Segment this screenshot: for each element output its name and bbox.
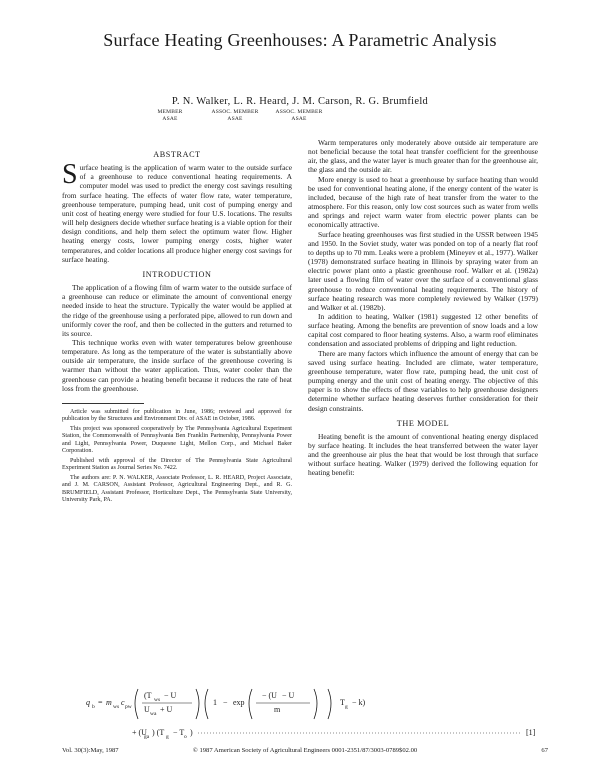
right-paragraph-5: There are many factors which influence the amount of energy that can be saved using surface heating. Included are climate, water temperature, greenhouse temperature, water flow rate, pumping head, the unit cost of pumping energy and the unit cost of heating energy. The objective of this paper is to show the effects of these variables to help greenhouse designers determine whether surface heating deserves further consideration for their design constraints. <box>308 348 538 413</box>
author-list: P. N. Walker, L. R. Heard, J. M. Carson, R. G. Brumfield <box>171 96 429 107</box>
membership-2 <box>200 109 270 122</box>
eq-den-sub: wa <box>150 711 157 717</box>
eq-num: (T <box>144 691 152 700</box>
equation-1 <box>80 683 550 743</box>
right-paragraph-4: In addition to heating, Walker (1981) suggested 12 other benefits of surface heating. Among the benefits are prevention of snow loads and a low capital cost compared to floor heating systems. Also, a warm roof eliminates condensation and associated problems of dripping and light reduction. <box>308 311 538 349</box>
membership-1-line1: MEMBER <box>157 109 183 115</box>
svg-text:− (U: − (U <box>262 691 277 700</box>
membership-3-line1: ASSOC. MEMBER <box>275 109 323 115</box>
eq-den: U <box>144 705 150 714</box>
footnote-rule <box>62 403 144 404</box>
footnote-1: Article was submitted for publication in June, 1986; reviewed and approved for publication by the Structures and Environment Div. of ASAE in October, 1986. <box>62 408 292 423</box>
membership-3-line2: ASAE <box>291 115 307 122</box>
membership-1 <box>135 109 205 122</box>
eq-line2-end-sub: o <box>184 734 187 740</box>
abstract-dropcap: S <box>62 159 78 191</box>
eq-line2-sub: ga <box>144 734 150 740</box>
left-column <box>62 146 292 507</box>
right-paragraph-1: Warm temperatures only moderately above outside air temperature are not beneficial because the total heat transfer coefficient for the greenhouse air, the glass, and the water layer is much greater than for the greenhouse air, the glass and the outside air. <box>308 138 538 175</box>
right-paragraph-3: Surface heating greenhouses was first studied in the USSR between 1945 and 1950. In the Soviet study, water was ponded on top of a nearly flat roof to depths up to 70 mm. Leaks were a problem (Mineyev et al., 1977). Walker (1978) demonstrated surface heating in Illinois by spraying water from an electric power plant onto a plastic greenhouse roof. Walker et al. (1982a) later used a flowing film of water over the surface of a conventional glass greenhouse to reduce conventional heating requirements. The history of surface heating research was more completely reviewed by Walker (1979) and Walker et al. (1982b). <box>308 229 538 312</box>
membership-row <box>0 109 600 131</box>
svg-text:): ) <box>190 728 193 737</box>
model-heading: THE MODEL <box>396 418 450 428</box>
eq-lhs-sub: b <box>92 704 95 710</box>
paper-title: Surface Heating Greenhouses: A Parametric Analysis <box>103 30 497 50</box>
eq-c: c <box>121 698 125 707</box>
footnote-2: This project was sponsored cooperatively by The Pennsylvania Agricultural Experiment Station, the Commonwealth of Pennsylvania Ben Franklin Partnership, Pennsylvania Power and Light, Pennsylvania Power, Duquesne Light, Mellon Corp., and Michael Baker Corporation. <box>62 425 292 455</box>
svg-text:− U: − U <box>282 691 295 700</box>
membership-2-line2: ASAE <box>227 115 243 122</box>
intro-paragraph-2: This technique works even with water temperatures below greenhouse temperature. As long as the temperature of the water is substantially above outside air temperature, the inside surface of the greenhouse covering is warmer than without the water application. Thus, water cooler than the greenhouse can provide a heating benefit because it reduces the rate of heat loss from the greenhouse. <box>62 337 292 393</box>
footer-copyright: © 1987 American Society of Agricultural Engineers 0001-2351/87/3003-0789$02.00 <box>192 747 418 754</box>
membership-2-line1: ASSOC. MEMBER <box>211 109 259 115</box>
abstract-paragraph <box>62 159 292 264</box>
eq-exp: exp <box>233 698 245 707</box>
footnote-4: The authors are: P. N. WALKER, Associate Professor, L. R. HEARD, Project Associate, and J. M. CARSON, Assistant Professor, Agricultural Engineering Dept., and R. G. BRUMFIELD, Assistant Professor, Horticulture Dept., The Pennsylvania State University, University Park, PA. <box>62 474 292 504</box>
eq-number: [1] <box>526 728 536 737</box>
eq-t: T <box>340 698 345 707</box>
eq-line2: + (U <box>132 728 147 737</box>
eq-c-sub: pw <box>125 704 132 710</box>
eq-one: 1 <box>213 698 217 707</box>
footer-volume: Vol. 30(3):May, 1987 <box>62 747 119 754</box>
footnote-3: Published with approval of the Director of The Pennsylvania State Agricultural Experiment Station as Journal Series No. 7422. <box>62 457 292 472</box>
introduction-heading: INTRODUCTION <box>142 269 212 279</box>
equation-svg <box>80 683 550 743</box>
membership-3 <box>264 109 334 122</box>
eq-t-sub: g <box>345 704 348 710</box>
footnotes <box>62 409 292 505</box>
svg-text:=: = <box>98 698 103 707</box>
svg-text:− U: − U <box>164 691 177 700</box>
eq-m: m <box>106 698 112 707</box>
intro-paragraph-1: The application of a flowing film of warm water to the outside surface of a greenhouse can reduce or eliminate the amount of conventional energy needed inside to heat the structure. Typically the water would be applied at the ridge of the greenhouse using a perforated pipe, allowed to run down and uniformly cover the roof, and then be collected in the gutters and returned to its source. <box>62 283 292 338</box>
svg-text:m: m <box>274 705 281 714</box>
membership-1-line2: ASAE <box>162 115 178 122</box>
model-paragraph: Heating benefit is the amount of conventional heating energy displaced by surface heating. It includes the heat transferred between the water layer and the greenhouse air plus the heat that would be lost through that surface without surface heating. Walker (1979) derived the following equation for heating benefit: <box>308 431 538 478</box>
eq-m-sub: ws <box>113 704 120 710</box>
abstract-heading: ABSTRACT <box>153 150 201 159</box>
abstract-text: urface heating is the application of warm water to the outside surface of a greenhouse to reduce conventional heating requirements. A computer model was used to predict the energy cost savings resulting from surface heating. The effects of water flow rate, water temperature, greenhouse temperature, pumping head, unit cost of pumping energy and unit cost of heating energy were studied for four U.S. locations. The results will help designers decide whether surface heating is a viable option for their design conditions, and help them select the optimum water flow. Higher heating energy costs, lower pumping energy costs, higher water temperatures, and colder locations all produce higher energy cost savings for surface heating. <box>62 163 292 264</box>
eq-line2-end: − T <box>173 728 185 737</box>
right-paragraph-2: More energy is used to heat a greenhouse by surface heating than would be used for conventional heating alone, if the energy content of the water is included, because of the high rate of heat transfer from the water to the atmosphere. For this reason, only low cost sources such as water from wells and springs and reject warm water from electric power plants can be economically attractive. <box>308 174 538 230</box>
eq-line2-rest: ) (T <box>152 728 165 737</box>
eq-k: − k) <box>352 698 366 707</box>
footer-page-number: 67 <box>541 747 548 754</box>
eq-line2-rest-sub: g <box>166 734 169 740</box>
eq-minus: − <box>223 698 228 707</box>
eq-lhs: q <box>86 698 90 707</box>
eq-num-sub: ws <box>154 697 161 703</box>
svg-text:+ U: + U <box>160 705 173 714</box>
right-column <box>308 138 538 478</box>
